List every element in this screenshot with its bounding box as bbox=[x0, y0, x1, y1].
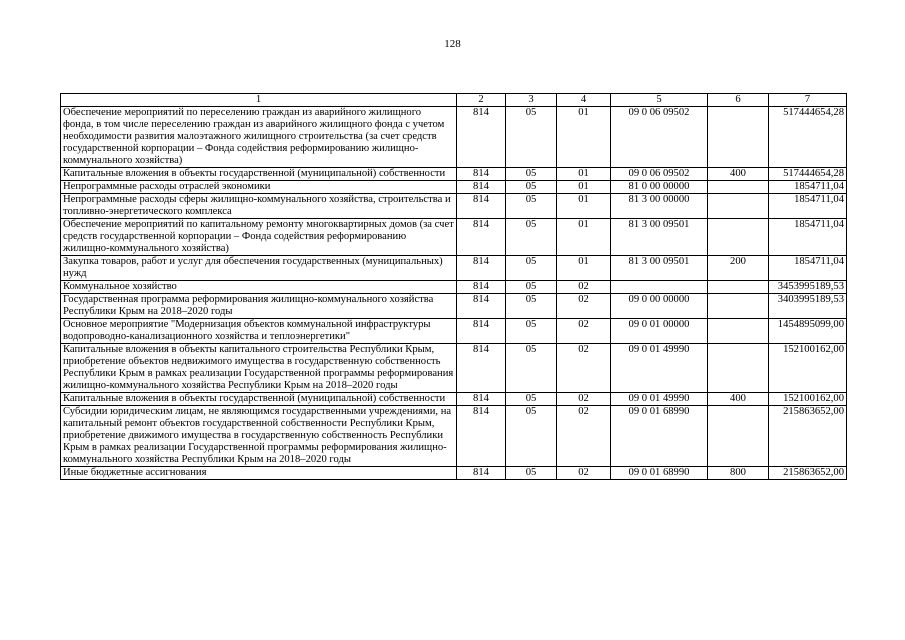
page-number: 128 bbox=[444, 38, 461, 50]
section-code-cell: 05 bbox=[506, 319, 557, 344]
amount-cell: 152100162,00 bbox=[769, 393, 847, 406]
column-header: 7 bbox=[769, 94, 847, 107]
grbs-code-cell: 814 bbox=[457, 219, 506, 256]
section-code-cell: 05 bbox=[506, 467, 557, 480]
expense-type-cell bbox=[708, 219, 769, 256]
expense-type-cell bbox=[708, 281, 769, 294]
subsection-code-cell: 01 bbox=[557, 107, 611, 168]
target-article-cell: 09 0 01 00000 bbox=[611, 319, 708, 344]
expense-name-cell: Иные бюджетные ассигнования bbox=[61, 467, 457, 480]
grbs-code-cell: 814 bbox=[457, 194, 506, 219]
amount-cell: 3453995189,53 bbox=[769, 281, 847, 294]
subsection-code-cell: 02 bbox=[557, 294, 611, 319]
table-row bbox=[61, 194, 847, 219]
table-body bbox=[61, 107, 847, 480]
grbs-code-cell: 814 bbox=[457, 319, 506, 344]
expense-name-cell: Обеспечение мероприятий по капитальному ремонту многоквартирных домов (за счет средств государственной корпорации – Фонда содействия реформированию жилищно-коммунального хозяйства) bbox=[61, 219, 457, 256]
subsection-code-cell: 01 bbox=[557, 219, 611, 256]
target-article-cell: 09 0 06 09502 bbox=[611, 107, 708, 168]
header-row bbox=[61, 94, 847, 107]
subsection-code-cell: 02 bbox=[557, 406, 611, 467]
target-article-cell: 09 0 00 00000 bbox=[611, 294, 708, 319]
expense-name-cell: Основное мероприятие "Модернизация объектов коммунальной инфраструктуры водопроводно-канализационного хозяйства и теплоэнергетики" bbox=[61, 319, 457, 344]
column-header: 1 bbox=[61, 94, 457, 107]
expense-type-cell: 400 bbox=[708, 393, 769, 406]
section-code-cell: 05 bbox=[506, 219, 557, 256]
expense-type-cell: 800 bbox=[708, 467, 769, 480]
grbs-code-cell: 814 bbox=[457, 256, 506, 281]
table-row bbox=[61, 256, 847, 281]
grbs-code-cell: 814 bbox=[457, 281, 506, 294]
expense-type-cell: 400 bbox=[708, 168, 769, 181]
column-header: 3 bbox=[506, 94, 557, 107]
target-article-cell: 09 0 01 49990 bbox=[611, 344, 708, 393]
target-article-cell: 09 0 01 68990 bbox=[611, 406, 708, 467]
subsection-code-cell: 02 bbox=[557, 393, 611, 406]
expense-name-cell: Коммунальное хозяйство bbox=[61, 281, 457, 294]
table-row bbox=[61, 393, 847, 406]
expense-name-cell: Капитальные вложения в объекты капитального строительства Республики Крым, приобретение объектов недвижимого имущества в государственную собственность Республики Крым в рамках реализации Государственной программы реформирования жилищно-коммунального хозяйства Республики Крым на 2018–2020 годы bbox=[61, 344, 457, 393]
table-row bbox=[61, 168, 847, 181]
amount-cell: 3403995189,53 bbox=[769, 294, 847, 319]
expense-name-cell: Непрограммные расходы отраслей экономики bbox=[61, 181, 457, 194]
subsection-code-cell: 02 bbox=[557, 344, 611, 393]
table-row bbox=[61, 344, 847, 393]
expense-type-cell bbox=[708, 319, 769, 344]
grbs-code-cell: 814 bbox=[457, 393, 506, 406]
subsection-code-cell: 01 bbox=[557, 168, 611, 181]
expense-type-cell bbox=[708, 344, 769, 393]
amount-cell: 215863652,00 bbox=[769, 467, 847, 480]
section-code-cell: 05 bbox=[506, 294, 557, 319]
section-code-cell: 05 bbox=[506, 107, 557, 168]
expense-name-cell: Капитальные вложения в объекты государственной (муниципальной) собственности bbox=[61, 168, 457, 181]
subsection-code-cell: 01 bbox=[557, 256, 611, 281]
table-row bbox=[61, 294, 847, 319]
expense-name-cell: Закупка товаров, работ и услуг для обеспечения государственных (муниципальных) нужд bbox=[61, 256, 457, 281]
amount-cell: 1454895099,00 bbox=[769, 319, 847, 344]
grbs-code-cell: 814 bbox=[457, 107, 506, 168]
expense-type-cell bbox=[708, 194, 769, 219]
target-article-cell: 09 0 01 49990 bbox=[611, 393, 708, 406]
expense-type-cell bbox=[708, 181, 769, 194]
grbs-code-cell: 814 bbox=[457, 168, 506, 181]
column-header: 6 bbox=[708, 94, 769, 107]
amount-cell: 517444654,28 bbox=[769, 168, 847, 181]
amount-cell: 517444654,28 bbox=[769, 107, 847, 168]
target-article-cell: 81 0 00 00000 bbox=[611, 181, 708, 194]
column-header: 5 bbox=[611, 94, 708, 107]
subsection-code-cell: 02 bbox=[557, 281, 611, 294]
section-code-cell: 05 bbox=[506, 181, 557, 194]
subsection-code-cell: 01 bbox=[557, 181, 611, 194]
amount-cell: 1854711,04 bbox=[769, 219, 847, 256]
section-code-cell: 05 bbox=[506, 281, 557, 294]
expense-type-cell bbox=[708, 107, 769, 168]
column-header: 2 bbox=[457, 94, 506, 107]
expense-type-cell bbox=[708, 294, 769, 319]
table-row bbox=[61, 319, 847, 344]
subsection-code-cell: 02 bbox=[557, 319, 611, 344]
target-article-cell: 81 3 00 09501 bbox=[611, 256, 708, 281]
table-row bbox=[61, 406, 847, 467]
subsection-code-cell: 01 bbox=[557, 194, 611, 219]
table-row bbox=[61, 181, 847, 194]
section-code-cell: 05 bbox=[506, 168, 557, 181]
table-row bbox=[61, 107, 847, 168]
expense-name-cell: Государственная программа реформирования жилищно-коммунального хозяйства Республики Крым на 2018–2020 годы bbox=[61, 294, 457, 319]
amount-cell: 1854711,04 bbox=[769, 256, 847, 281]
expense-name-cell: Непрограммные расходы сферы жилищно-коммунального хозяйства, строительства и топливно-энергетического комплекса bbox=[61, 194, 457, 219]
expense-name-cell: Капитальные вложения в объекты государственной (муниципальной) собственности bbox=[61, 393, 457, 406]
grbs-code-cell: 814 bbox=[457, 294, 506, 319]
section-code-cell: 05 bbox=[506, 256, 557, 281]
section-code-cell: 05 bbox=[506, 406, 557, 467]
column-header: 4 bbox=[557, 94, 611, 107]
expense-type-cell bbox=[708, 406, 769, 467]
section-code-cell: 05 bbox=[506, 344, 557, 393]
expense-name-cell: Субсидии юридическим лицам, не являющимся государственными учреждениями, на капитальный ремонт объектов государственной собственности Республики Крым, приобретение движимого имущества в государственную собственность Республики Крым в рамках реализации Государственной программы реформирования жилищно-коммунального хозяйства Республики Крым на 2018–2020 годы bbox=[61, 406, 457, 467]
target-article-cell bbox=[611, 281, 708, 294]
grbs-code-cell: 814 bbox=[457, 467, 506, 480]
table-row bbox=[61, 281, 847, 294]
target-article-cell: 81 3 00 09501 bbox=[611, 219, 708, 256]
section-code-cell: 05 bbox=[506, 393, 557, 406]
table-row bbox=[61, 219, 847, 256]
grbs-code-cell: 814 bbox=[457, 181, 506, 194]
grbs-code-cell: 814 bbox=[457, 344, 506, 393]
amount-cell: 215863652,00 bbox=[769, 406, 847, 467]
budget-table bbox=[60, 93, 847, 480]
target-article-cell: 09 0 01 68990 bbox=[611, 467, 708, 480]
table-row bbox=[61, 467, 847, 480]
amount-cell: 1854711,04 bbox=[769, 181, 847, 194]
grbs-code-cell: 814 bbox=[457, 406, 506, 467]
amount-cell: 1854711,04 bbox=[769, 194, 847, 219]
expense-type-cell: 200 bbox=[708, 256, 769, 281]
target-article-cell: 81 3 00 00000 bbox=[611, 194, 708, 219]
expense-name-cell: Обеспечение мероприятий по переселению граждан из аварийного жилищного фонда, в том числе переселению граждан из аварийного жилищного фонда с учетом необходимости развития малоэтажного жилищного строительства (за счет средств государственной корпорации – Фонда содействия реформированию жилищно-коммунального хозяйства) bbox=[61, 107, 457, 168]
subsection-code-cell: 02 bbox=[557, 467, 611, 480]
target-article-cell: 09 0 06 09502 bbox=[611, 168, 708, 181]
section-code-cell: 05 bbox=[506, 194, 557, 219]
amount-cell: 152100162,00 bbox=[769, 344, 847, 393]
